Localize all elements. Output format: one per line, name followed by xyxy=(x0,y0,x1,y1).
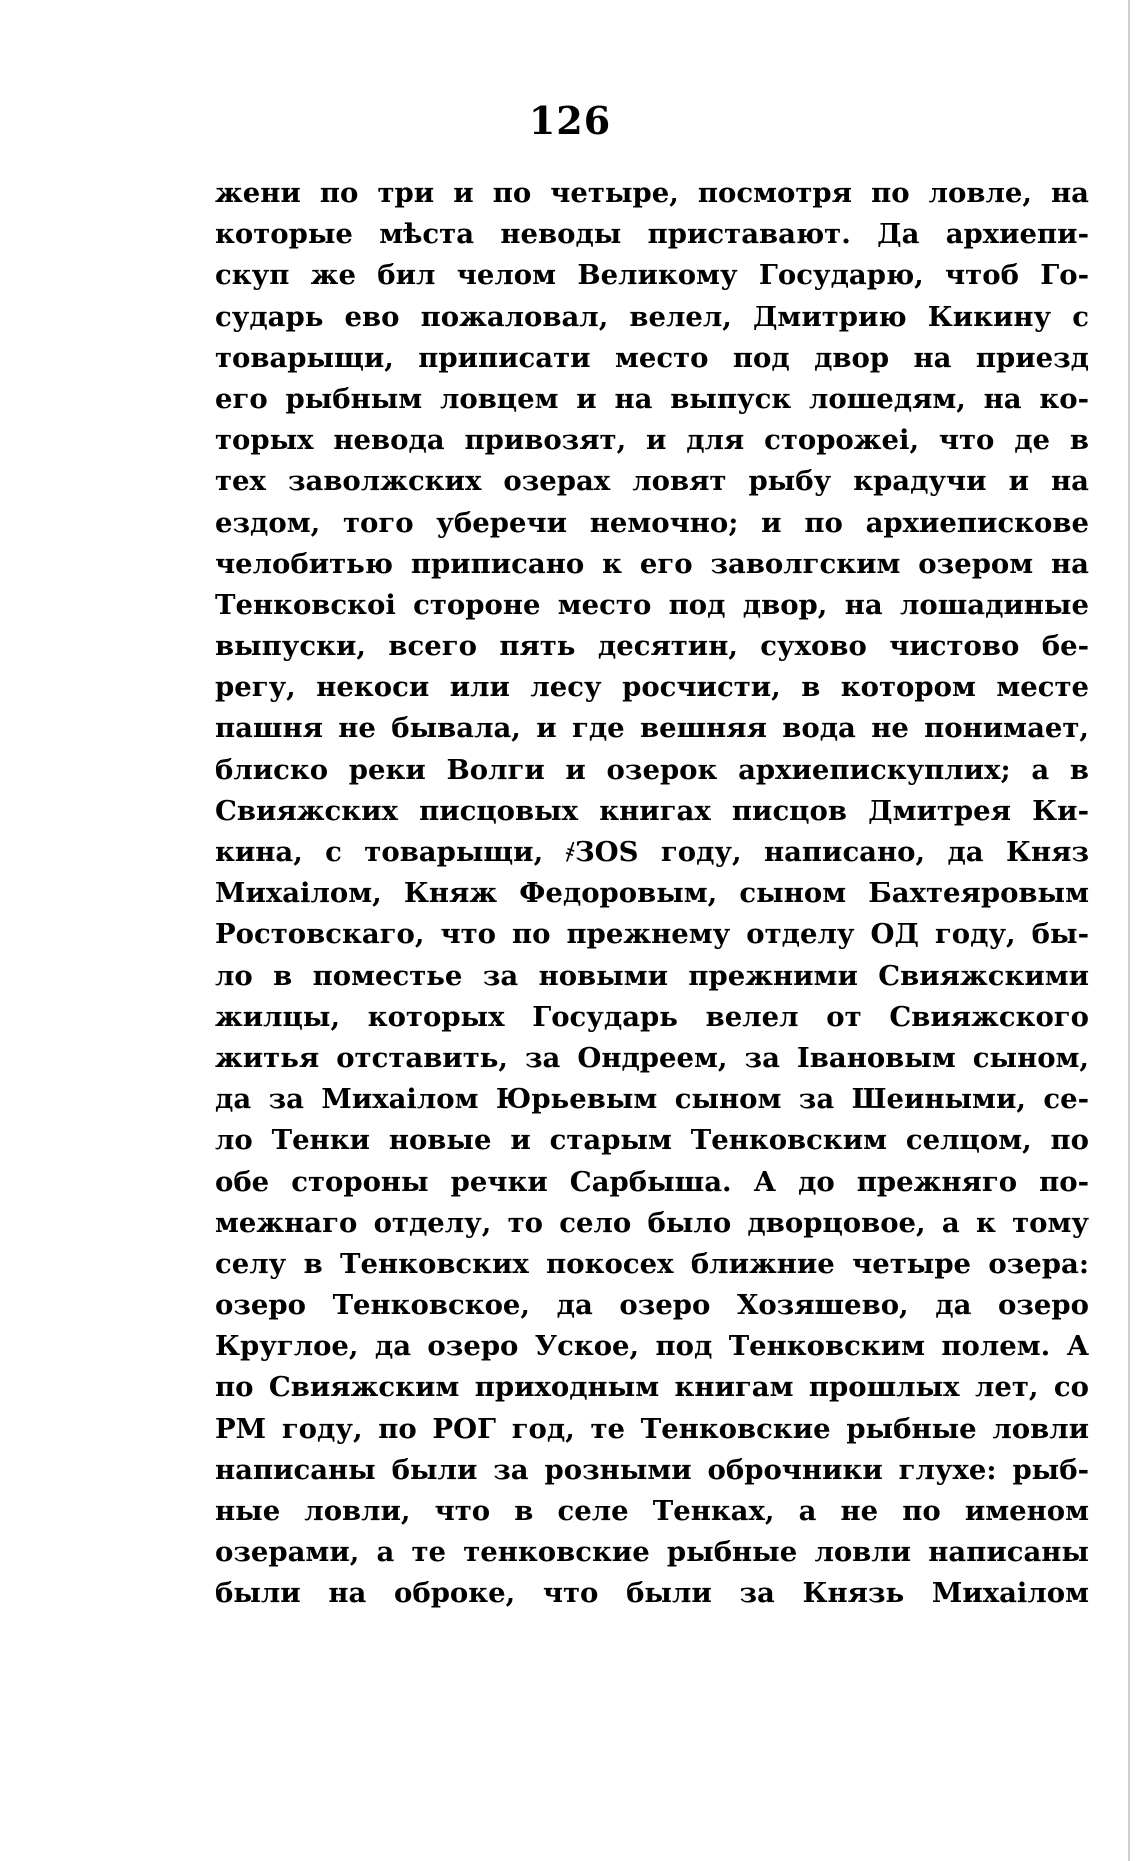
text-line: жени по три и по четыре, посмотря по ловле, на xyxy=(215,177,1089,209)
text-line: скуп же бил челом Великому Государю, чтоб Го- xyxy=(215,259,1089,292)
text-line: Тенковскоі стороне место под двор, на лошадиные xyxy=(215,588,1089,621)
text-line: ло в поместье за новыми прежними Свияжскими xyxy=(215,959,1089,992)
text-line: регу, некоси или лесу росчисти, в котором месте xyxy=(215,671,1089,704)
text-line: да за Михаiлом Юрьевым сыном за Шеиными, се- xyxy=(215,1083,1089,1116)
text-line: обе стороны речки Сарбыша. А до прежняго по- xyxy=(215,1165,1089,1198)
text-line: межнаго отделу, то село было дворцовое, а к тому xyxy=(215,1206,1089,1239)
text-line: торых невода привозят, и для сторожеі, что де в xyxy=(215,424,1089,457)
text-line: выпуски, всего пять десятин, сухово чистово бе- xyxy=(215,630,1089,663)
text-line: тех заволжских озерах ловят рыбу крадучи и на xyxy=(215,465,1089,498)
text-line: написаны были за розными оброчники глухе: рыб- xyxy=(215,1453,1089,1486)
page-edge xyxy=(1128,0,1130,1861)
text-line: сударь ево пожаловал, велел, Дмитрию Кикину с xyxy=(215,300,1089,333)
text-line: селу в Тенковских покосех ближние четыре озера: xyxy=(215,1247,1089,1280)
text-line: товарыщи, приписати место под двор на приезд xyxy=(215,341,1089,374)
body-text xyxy=(215,173,1089,1615)
text-line: были на оброке, что были за Князь Михаiлом xyxy=(215,1577,1089,1610)
text-line: Михаiлом, Княж Федоровым, сыном Бахтеяровым xyxy=(215,877,1089,910)
text-line: озерами, а те тенковские рыбные ловли написаны xyxy=(215,1536,1089,1569)
text-line: Ростовскаго, что по прежнему отделу ОД году, бы- xyxy=(215,918,1089,951)
text-line: которые мѣста неводы приставают. Да архиепи- xyxy=(215,218,1089,251)
text-line: ные ловли, что в селе Тенках, а не по именом xyxy=(215,1495,1089,1527)
text-line: ездом, того уберечи немочно; и по архиепискове xyxy=(215,506,1089,539)
text-line: Свияжских писцовых книгах писцов Дмитрея Ки- xyxy=(215,794,1089,827)
text-line: РМ году, по РОГ год, те Тенковские рыбные ловли xyxy=(215,1412,1089,1445)
text-line: житья отставить, за Ондреем, за Івановым сыном, xyxy=(215,1041,1089,1074)
text-line: озеро Тенковское, да озеро Хозяшево, да озеро xyxy=(215,1289,1089,1322)
page-number: 126 xyxy=(528,98,612,143)
text-line: ло Тенки новые и старым Тенковским селцом, по xyxy=(215,1124,1089,1157)
text-line: кина, с товарыщи, ҂ЗОЅ году, написано, да Княз xyxy=(215,836,1089,868)
text-line: пашня не бывала, и где вешняя вода не понимает, xyxy=(215,712,1089,745)
text-line: по Свияжским приходным книгам прошлых лет, со xyxy=(215,1371,1089,1404)
text-line: жилцы, которых Государь велел от Свияжского xyxy=(215,1000,1089,1033)
text-line: блиско реки Волги и озерок архиепискуплих; а в xyxy=(215,753,1089,786)
text-line: его рыбным ловцем и на выпуск лошедям, на ко- xyxy=(215,382,1089,415)
text-line: челобитью приписано к его заволгским озером на xyxy=(215,547,1089,580)
text-line: Круглое, да озеро Уское, под Тенковским полем. А xyxy=(215,1330,1089,1363)
